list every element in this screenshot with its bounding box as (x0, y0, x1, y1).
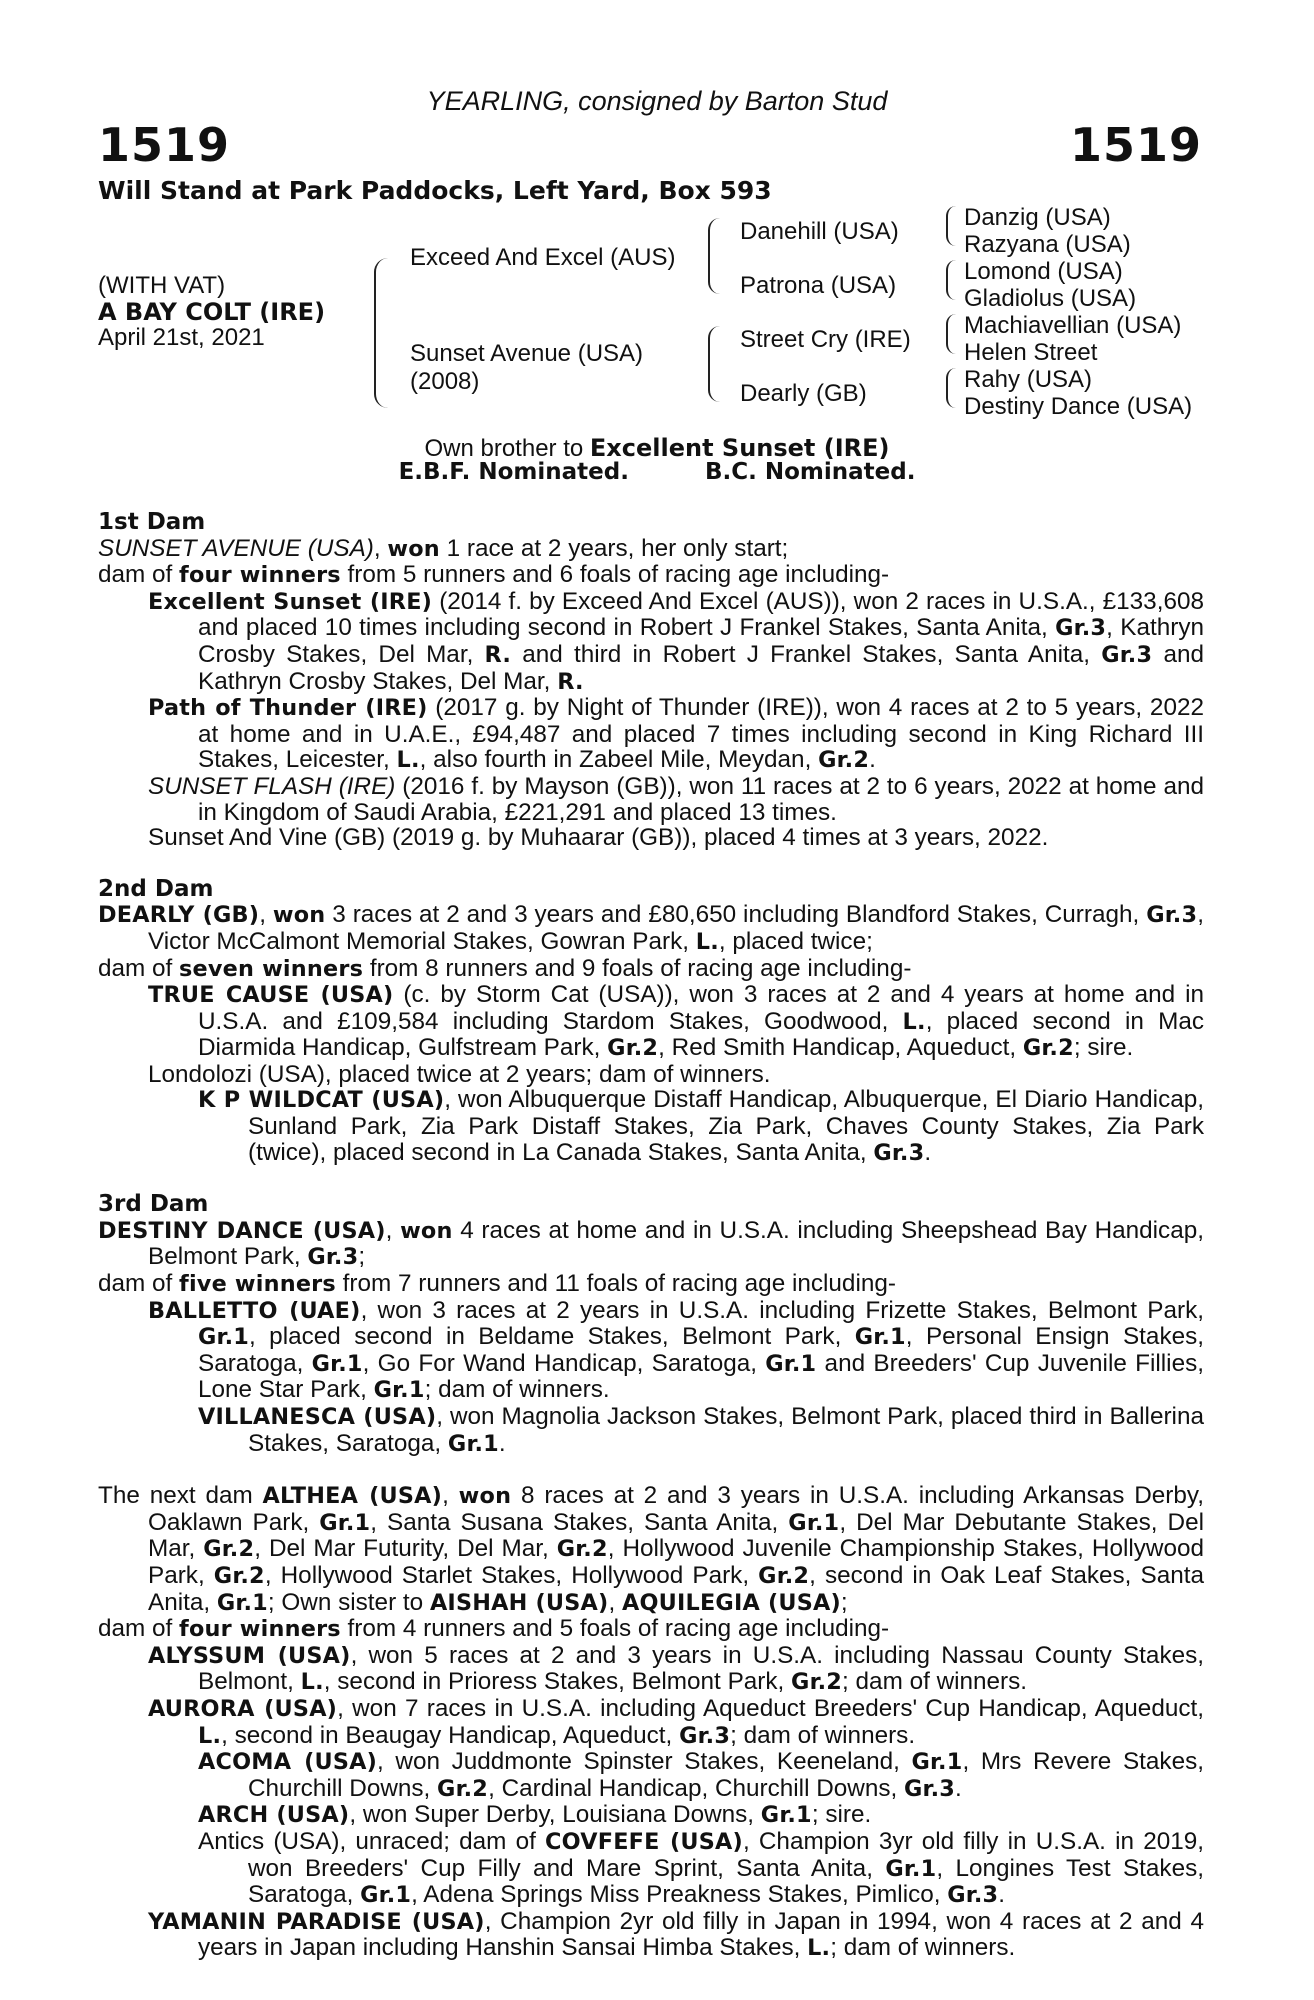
bc-note: B.C. Nominated. (704, 459, 916, 485)
dam1-heading: 1st Dam (98, 509, 206, 535)
ebf-note: E.B.F. Nominated. (398, 459, 629, 485)
gen3-brace-1 (946, 206, 956, 246)
gen3-brace-2 (946, 260, 956, 300)
gen3-2: Razyana (USA) (964, 231, 1131, 258)
dam3-progeny-2: VILLANESCA (USA), won Magnolia Jackson Stakes, Belmont Park, placed third in Ballerina Stakes, Saratoga, Gr.1. (198, 1403, 1204, 1457)
dam2-progeny-2: Londolozi (USA), placed twice at 2 years; dam of winners. (148, 1060, 771, 1088)
next-dam-grandprogeny-1: ACOMA (USA), won Juddmonte Spinster Stakes, Keeneland, Gr.1, Mrs Revere Stakes, Churchill Downs, Gr.2, Cardinal Handicap, Churchill Downs, Gr.3. (198, 1748, 1204, 1802)
nominations (0, 459, 1314, 485)
sire-sire: Danehill (USA) (740, 218, 899, 245)
progeny-4: Sunset And Vine (GB) (2019 g. by Muhaarar (GB)), placed 4 times at 3 years, 2022. (148, 824, 1049, 852)
next-dam-grandprogeny-2: ARCH (USA), won Super Derby, Louisiana Downs, Gr.1; sire. (198, 1801, 872, 1829)
dam3-progeny-1: BALLETTO (UAE), won 3 races at 2 years in U.S.A. including Frizette Stakes, Belmont Park, Gr.1, placed second in Beldame Stakes, Belmont Park, Gr.1, Personal Ensign Stakes, Saratoga, Gr.1, Go For Wand Handicap, Saratoga, Gr.1 and Breeders' Cup Juvenile Fillies, Lone Star Park, Gr.1; dam of winners. (148, 1296, 1205, 1404)
sire: Exceed And Excel (AUS) (410, 244, 676, 271)
progeny-1: Excellent Sunset (IRE) (2014 f. by Exceed And Excel (AUS)), won 2 races in U.S.A., £133,608 and placed 10 times including second in Robert J Frankel Stakes, Santa Anita, Gr.3, Kathryn Crosby Stakes, Del Mar, R. and third in Robert J Frankel Stakes, Santa Anita, Gr.3 and Kathryn Crosby Stakes, Del Mar, R. (148, 587, 1204, 695)
own-brother-note: Own brother to Excellent Sunset (IRE) (424, 434, 890, 462)
dam2-produce: dam of seven winners from 8 runners and 9 foals of racing age including- (98, 954, 912, 982)
next-dam-progeny-3: YAMANIN PARADISE (USA), Champion 2yr old filly in Japan in 1994, won 4 races at 2 and 4 years in Japan including Hanshin Sansai Himba Stakes, L.; dam of winners. (148, 1907, 1204, 1962)
dam3-line: DESTINY DANCE (USA), won 4 races at home and in U.S.A. including Sheepshead Bay Handicap, Belmont Park, Gr.3; (98, 1216, 1204, 1271)
gen3-7: Rahy (USA) (964, 366, 1093, 393)
gen3-1: Danzig (USA) (964, 204, 1111, 231)
next-dam-grandprogeny-3: Antics (USA), unraced; dam of COVFEFE (USA), Champion 3yr old filly in U.S.A. in 2019, won Breeders' Cup Filly and Mare Sprint, Santa Anita, Gr.1, Longines Test Stakes, Saratoga, Gr.1, Adena Springs Miss Preakness Stakes, Pimlico, Gr.3. (198, 1827, 1205, 1909)
next-dam-produce: dam of four winners from 4 runners and 5 foals of racing age including- (98, 1615, 890, 1643)
dam3-produce: dam of five winners from 7 runners and 11 foals of racing age including- (98, 1270, 896, 1298)
dam1-produce: dam of four winners from 5 runners and 6 foals of racing age including- (98, 561, 890, 589)
gen3-brace-3 (946, 314, 956, 354)
date-of-birth: April 21st, 2021 (98, 324, 265, 351)
progeny-3: SUNSET FLASH (IRE) (2016 f. by Mayson (GB)), won 11 races at 2 to 6 years, 2022 at home and in Kingdom of Saudi Arabia, £221,291 and placed 13 times. (148, 772, 1204, 826)
gen3-4: Gladiolus (USA) (964, 285, 1137, 312)
catalogue-body (98, 510, 1204, 1962)
consignment-line: YEARLING, consigned by Barton Stud (426, 86, 888, 116)
lot-number-right: 1519 (1069, 118, 1202, 172)
gen3-8: Destiny Dance (USA) (964, 393, 1193, 420)
pedigree-brace (374, 258, 390, 408)
next-dam-line: The next dam ALTHEA (USA), won 8 races at 2 and 3 years in U.S.A. including Arkansas Derby, Oaklawn Park, Gr.1, Santa Susana Stakes, Santa Anita, Gr.1, Del Mar Debutante Stakes, Del Mar, Gr.2, Del Mar Futurity, Del Mar, Gr.2, Hollywood Juvenile Championship Stakes, Hollywood Park, Gr.2, Hollywood Starlet Stakes, Hollywood Park, Gr.2, second in Oak Leaf Stakes, Santa Anita, Gr.1; Own sister to AISHAH (USA), AQUILEGIA (USA); (98, 1482, 1205, 1616)
gen3-6: Helen Street (964, 339, 1098, 366)
gen3-5: Machiavellian (USA) (964, 312, 1182, 339)
dam2-line: DEARLY (GB), won 3 races at 2 and 3 years and £80,650 including Blandford Stakes, Curragh, Gr.3, Victor McCalmont Memorial Stakes, Gowran Park, L., placed twice; (98, 901, 1204, 955)
dam-sire: Street Cry (IRE) (740, 326, 911, 353)
stand-location: Will Stand at Park Paddocks, Left Yard, Box 593 (98, 176, 772, 205)
progeny-2: Path of Thunder (IRE) (2017 g. by Night of Thunder (IRE)), won 4 races at 2 to 5 years, 2022 at home and in U.A.E., £94,487 and placed 7 times including second in King Richard III Stakes, Leicester, L., also fourth in Zabeel Mile, Meydan, Gr.2. (148, 694, 1204, 774)
lot-number-left: 1519 (98, 118, 231, 172)
dam3-heading: 3rd Dam (98, 1191, 209, 1218)
dam-year: (2008) (410, 368, 480, 395)
dam2-heading: 2nd Dam (98, 875, 214, 902)
dam1-line: SUNSET AVENUE (USA), won 1 race at 2 years, her only start; (98, 534, 789, 562)
sire-dam: Patrona (USA) (740, 272, 897, 299)
gen3-3: Lomond (USA) (964, 258, 1123, 285)
vat-note: (WITH VAT) (98, 272, 226, 299)
dam-brace (708, 326, 720, 402)
next-dam-progeny-2: AURORA (USA), won 7 races in U.S.A. including Aqueduct Breeders' Cup Handicap, Aqueduct, L., second in Beaugay Handicap, Aqueduct, Gr.3; dam of winners. (148, 1694, 1204, 1749)
dam: Sunset Avenue (USA) (410, 340, 644, 367)
dam-dam: Dearly (GB) (740, 380, 867, 407)
dam2-grandprogeny-1: K P WILDCAT (USA), won Albuquerque Distaff Handicap, Albuquerque, El Diario Handicap, Sunland Park, Zia Park Distaff Stakes, Zia Park, Chaves County Stakes, Zia Park (twice), placed second in La Canada Stakes, Santa Anita, Gr.3. (198, 1086, 1204, 1166)
gen3-brace-4 (946, 368, 956, 408)
next-dam-progeny-1: ALYSSUM (USA), won 5 races at 2 and 3 years in U.S.A. including Nassau County Stakes, Belmont, L., second in Prioress Stakes, Belmont Park, Gr.2; dam of winners. (148, 1641, 1205, 1696)
dam2-progeny-1: TRUE CAUSE (USA) (c. by Storm Cat (USA)), won 3 races at 2 and 4 years at home and in U.S.A. and £109,584 including Stardom Stakes, Goodwood, L., placed second in Mac Diarmida Handicap, Gulfstream Park, Gr.2, Red Smith Handicap, Aqueduct, Gr.2; sire. (148, 981, 1205, 1062)
horse-name: A BAY COLT (IRE) (98, 298, 326, 326)
sire-brace (708, 218, 720, 294)
